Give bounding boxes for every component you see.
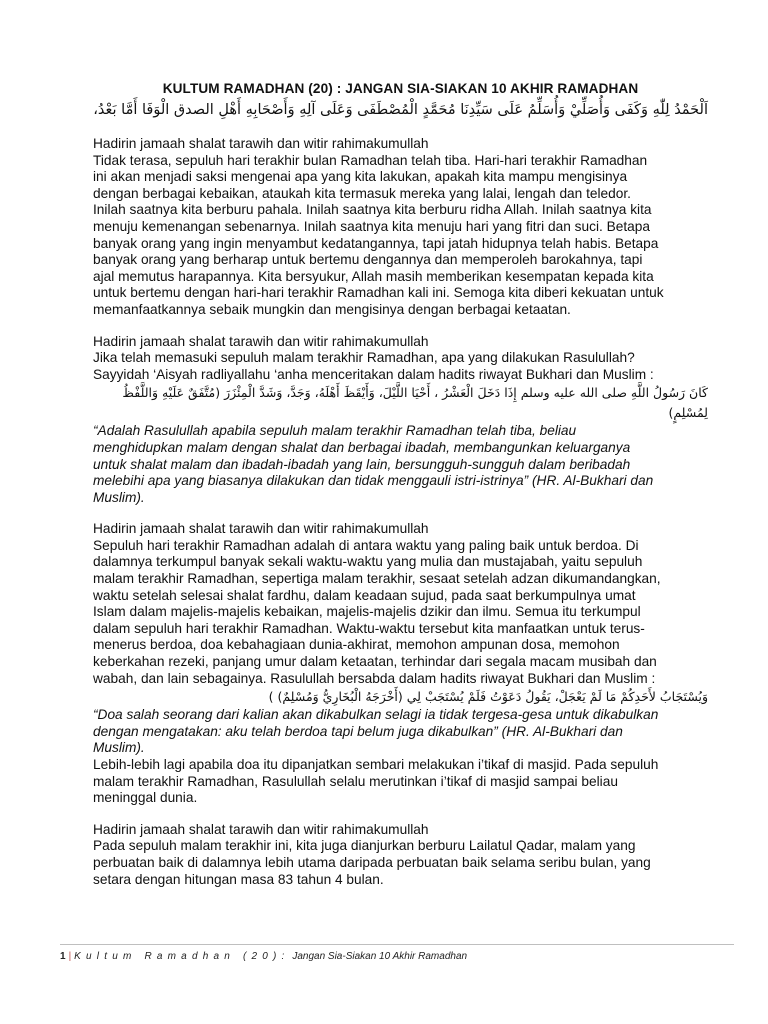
page-number: 1 bbox=[60, 951, 66, 962]
section-1-body bbox=[93, 153, 708, 319]
hadith-translation-2 bbox=[93, 707, 708, 757]
footer-series: Kultum Ramadhan (20): bbox=[74, 951, 290, 962]
document-title: KULTUM RAMADHAN (20) : JANGAN SIA-SIAKAN 10 AKHIR RAMADHAN bbox=[162, 81, 639, 96]
hadith-arabic-2: وَيُسْتَجَابُ لأَحَدِكُمْ مَا لَمْ يَعْجَلْ، يَقُولُ دَعَوْتُ فَلَمْ يُسْتَجَبْ لِي (أَخْرَجَهُ الْبُخَارِيُّ وَمُسْلِمٌ) ) bbox=[268, 689, 708, 705]
text-line: dengan berbagai kebaikan, ataukah kita termasuk mereka yang lalai, lengah dan teledor. bbox=[93, 185, 631, 201]
text-line: dalamnya terkumpul banyak sekali waktu-waktu yang mulia dan mustajabah, yaitu sepuluh bbox=[93, 554, 643, 570]
quote-line: Muslim). bbox=[93, 740, 145, 756]
section-2-greeting: Hadirin jamaah shalat tarawih dan witir rahimakumullah bbox=[93, 333, 429, 349]
section-1-greeting: Hadirin jamaah shalat tarawih dan witir rahimakumullah bbox=[93, 136, 429, 151]
section-3-body bbox=[93, 538, 708, 687]
text-line: Pada sepuluh malam terakhir ini, kita juga dianjurkan berburu Lailatul Qadar, malam yang bbox=[93, 838, 636, 854]
quote-line: Muslim). bbox=[93, 489, 145, 505]
text-line: meninggal dunia. bbox=[93, 790, 198, 806]
text-line: memanfaatkannya sebaik mungkin dan mengisinya dengan berbagai ketaatan. bbox=[93, 301, 571, 317]
hadith-translation-1 bbox=[93, 423, 708, 506]
text-line: wabah, dan lain sebagainya. Rasulullah bersabda dalam hadits riwayat Bukhari dan Muslim : bbox=[93, 670, 656, 686]
section-2-body bbox=[93, 350, 708, 383]
text-line: Sepuluh hari terakhir Ramadhan adalah di antara waktu yang paling baik untuk berdoa. Di bbox=[93, 537, 639, 553]
text-line: keberkahan rezeki, panjang umur dalam ketaatan, terhindar dari segala macam musibah dan bbox=[93, 654, 657, 670]
quote-line: menghidupkan malam dengan shalat dan berbagai ibadah, membangunkan keluarganya bbox=[93, 439, 631, 455]
text-line: Jika telah memasuki sepuluh malam terakhir Ramadhan, apa yang dilakukan Rasulullah? bbox=[93, 350, 635, 366]
text-line: dalam sepuluh hari terakhir Ramadhan. Waktu-waktu tersebut kita manfaatkan untuk terus- bbox=[93, 620, 645, 636]
text-line: Lebih-lebih lagi apabila doa itu dipanjatkan sembari melakukan i’tikaf di masjid. Pada sepuluh bbox=[93, 757, 659, 772]
section-3-body-continued bbox=[93, 757, 708, 807]
text-line: banyak orang yang ingin menyambut kedatangannya, tapi jatah hidupnya telah habis. Betapa bbox=[93, 235, 659, 251]
footer-divider bbox=[60, 944, 734, 945]
text-line: ajal memutus harapannya. Kita bersyukur, Allah masih memberikan kesempatan kepada kita bbox=[93, 268, 654, 284]
section-4-greeting: Hadirin jamaah shalat tarawih dan witir rahimakumullah bbox=[93, 821, 429, 837]
text-line: untuk bertemu dengan hari-hari terakhir Ramadhan kali ini. Semoga kita diberi kekuatan untuk bbox=[93, 285, 664, 301]
text-line: Inilah saatnya kita berburu pahala. Inilah saatnya kita berburu ridha Allah. Inilah saatnya kita bbox=[93, 202, 652, 218]
text-line: ini akan menjadi saksi mengenai apa yang kita lakukan, apakah kita mampu mengisinya bbox=[93, 169, 628, 185]
page-footer bbox=[60, 950, 467, 963]
hadith-arabic-1-cont: لِمُسْلِمٍ) bbox=[668, 405, 708, 421]
section-3-greeting: Hadirin jamaah shalat tarawih dan witir rahimakumullah bbox=[93, 521, 429, 537]
opening-arabic: اَلْحَمْدُ لِلّٰهِ وَكَفَى وَأُصَلِّيْ وَأُسَلِّمُ عَلَى سَيِّدِنَا مُحَمَّدٍ الْمُصْطَفَى وَعَلَى آلِهِ وَأَصْحَابِهِ أَهْلِ الصدق الْوَفَا أَمَّا بَعْدُ، bbox=[93, 102, 708, 118]
text-line: Sayyidah ‘Aisyah radliyallahu ‘anha menceritakan dalam hadits riwayat Bukhari dan Muslim : bbox=[93, 366, 654, 382]
text-line: perbuatan baik di dalamnya lebih utama daripada perbuatan baik selama seribu bulan, yang bbox=[93, 854, 651, 870]
quote-line: untuk shalat malam dan ibadah-ibadah yang lain, bersungguh-sungguh dalam beribadah bbox=[93, 456, 631, 472]
section-4-body bbox=[93, 838, 708, 888]
footer-title: Jangan Sia-Siakan 10 Akhir Ramadhan bbox=[292, 951, 468, 962]
text-line: setara dengan hitungan masa 83 tahun 4 bulan. bbox=[93, 871, 384, 887]
quote-line: melebihi apa yang biasanya dilakukan dan tidak menggauli istri-istrinya” (HR. Al-Bukhari dan bbox=[93, 473, 654, 489]
text-line: malam terakhir Ramadhan, Rasulullah selalu merutinkan i’tikaf di masjid sampai beliau bbox=[93, 773, 618, 789]
text-line: banyak orang yang berharap untuk bertemu dengannya dan memperoleh barokahnya, tapi bbox=[93, 252, 643, 268]
quote-line: “Adalah Rasulullah apabila sepuluh malam terakhir Ramadhan telah tiba, beliau bbox=[93, 423, 577, 439]
hadith-arabic-1: كَانَ رَسُولُ اللَّهِ صلى الله عليه وسلم إِذَا دَخَلَ الْعَشْرُ ، أَحْيَا اللَّيْلَ، وَأَيْقَظَ أَهْلَهُ، وَجَدَّ، وَشَدَّ الْمِئْزَرَ (مُتَّفَقٌ عَلَيْهِ وَاللَّفْظُ bbox=[122, 385, 708, 401]
text-line: malam terakhir Ramadhan, sepertiga malam terakhir, sesaat setelah adzan dikumandangkan, bbox=[93, 571, 661, 587]
quote-line: “Doa salah seorang dari kalian akan dikabulkan selagi ia tidak tergesa-gesa untuk dikabulkan bbox=[93, 707, 659, 723]
text-line: menerus berdoa, doa kebahagiaan dunia-akhirat, memohon ampunan dosa, memohon bbox=[93, 637, 620, 653]
footer-separator: | bbox=[68, 951, 72, 962]
quote-line: dengan mengatakan: aku telah berdoa tapi belum juga dikabulkan” (HR. Al-Bukhari dan bbox=[93, 723, 623, 739]
text-line: Tidak terasa, sepuluh hari terakhir bulan Ramadhan telah tiba. Hari-hari terakhir Ramadhan bbox=[93, 152, 648, 168]
text-line: menuju kemenangan sebenarnya. Inilah saatnya kita menuju hari yang fitri dan suci. Betapa bbox=[93, 218, 650, 234]
text-line: Islam dalam majelis-majelis kebaikan, majelis-majelis dzikir dan ilmu. Semua itu terkumpul bbox=[93, 604, 641, 620]
text-line: waktu setelah selesai shalat fardhu, dalam keadaan sujud, pada saat berkumpulnya umat bbox=[93, 587, 636, 603]
